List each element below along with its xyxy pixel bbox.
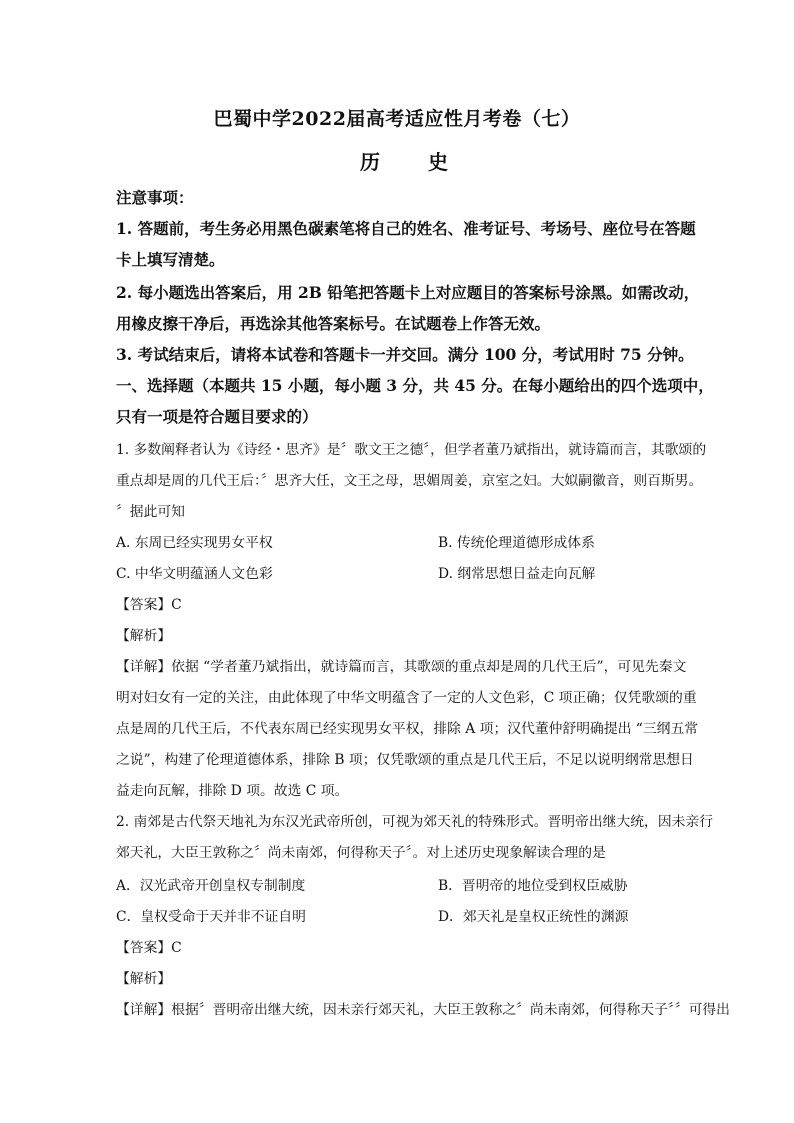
notice-line: 2. 每小题选出答案后，用 2B 铅笔把答题卡上对应题目的答案标号涂黑。如需改动， [116, 283, 700, 302]
q2-analysis-label: 【解析】 [116, 971, 172, 987]
q2-stem: 2. 南郊是古代祭天地礼为东汉光武帝所创，可视为郊天礼的特殊形式。晋明帝出继大统，因未亲行 [116, 814, 714, 830]
q1-stem: 〞据此可知 [116, 504, 185, 520]
q1-detail: 之说”，构建了伦理道德体系，排除 B 项；仅凭歌颂的重点是几代王后，不足以说明纲常思想日 [116, 752, 694, 768]
section-heading: 一、选择题（本题共 15 小题，每小题 3 分，共 45 分。在每小题给出的四个选项中， [116, 376, 714, 395]
exam-title: 巴蜀中学2022届高考适应性月考卷（七） [213, 108, 581, 130]
q2-detail: 【详解】根据〞晋明帝出继大统，因未亲行郊天礼，大臣王敦称之〞尚未南郊，何得称天子〞〞可得出 [116, 1002, 730, 1018]
subject-title: 历 史 [360, 150, 462, 174]
notice-line: 1. 答题前，考生务必用黑色碳素笔将自己的姓名、准考证号、考场号、座位号在答题 [116, 219, 696, 238]
q2-stem: 郊天礼，大臣王敦称之〞尚未南郊，何得称天子〞。对上述历史现象解读合理的是 [116, 845, 606, 861]
q1-analysis-label: 【解析】 [116, 628, 172, 644]
q1-option-d: D. 纲常思想日益走向瓦解 [438, 566, 596, 582]
q2-option-b: B．晋明帝的地位受到权臣威胁 [438, 878, 628, 894]
q1-option-c: C. 中华文明蕴涵人文色彩 [116, 566, 273, 582]
q1-detail: 【详解】依据 “学者董乃斌指出，就诗篇而言，其歌颂的重点却是周的几代王后”，可见先秦文 [116, 659, 687, 675]
q2-answer: 【答案】C [116, 940, 182, 956]
notice-line: 用橡皮擦干净后，再选涂其他答案标号。在试题卷上作答无效。 [116, 314, 551, 333]
q2-option-a: A．汉光武帝开创皇权专制制度 [116, 878, 306, 894]
q1-detail: 点是周的几代王后，不代表东周已经实现男女平权，排除 A 项；汉代董仲舒明确提出 “三纲五常 [116, 721, 699, 737]
q1-answer: 【答案】C [116, 597, 182, 613]
q1-detail: 明对妇女有一定的关注，由此体现了中华文明蕴含了一定的人文色彩，C 项正确；仅凭歌颂的重 [116, 690, 697, 706]
q1-option-a: A. 东周已经实现男女平权 [116, 535, 273, 551]
q1-option-b: B. 传统伦理道德形成体系 [438, 535, 595, 551]
notice-line: 卡上填写清楚。 [116, 250, 225, 269]
section-heading: 只有一项是符合题目要求的） [116, 407, 318, 426]
notice-heading: 注意事项： [116, 188, 194, 207]
q2-option-d: D．郊天礼是皇权正统性的渊源 [438, 909, 629, 925]
q2-option-c: C．皇权受命于天并非不证自明 [116, 909, 306, 925]
notice-line: 3. 考试结束后，请将本试卷和答题卡一并交回。满分 100 分，考试用时 75 分钟。 [116, 345, 694, 364]
q1-stem: 重点却是周的几代王后：〞思齐大任，文王之母，思媚周姜，京室之妇。大姒嗣徽音，则百斯男。 [116, 473, 703, 489]
q1-detail: 益走向瓦解，排除 D 项。故选 C 项。 [116, 783, 349, 799]
q1-stem: 1. 多数阐释者认为《诗经・思齐》是〞歌文王之德〞，但学者董乃斌指出，就诗篇而言，其歌颂的 [116, 442, 707, 458]
